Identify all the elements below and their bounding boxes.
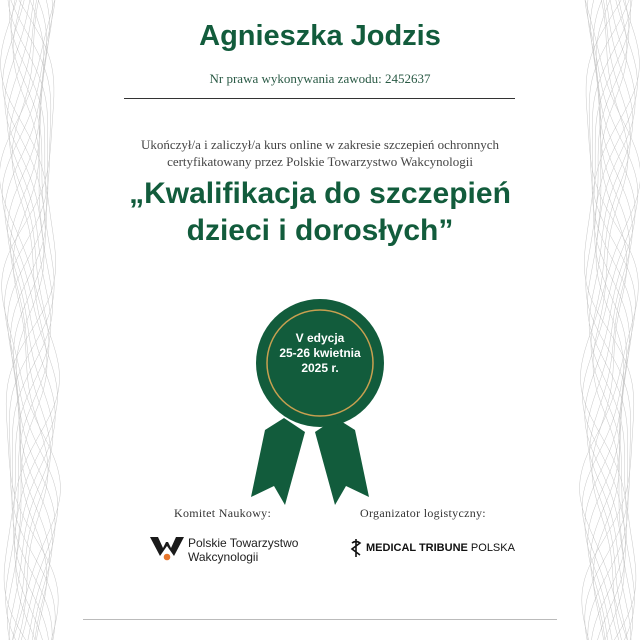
ptw-logo <box>150 534 298 564</box>
medical-tribune-logo-icon <box>350 538 362 558</box>
course-title-line-2: dzieci i dorosłych” <box>186 214 454 247</box>
medical-tribune-logo <box>350 538 515 558</box>
course-title-line-1: „Kwalifikacja do szczepień <box>129 177 511 210</box>
ptw-logo-line-1: Polskie Towarzystwo <box>188 536 299 550</box>
ptw-logo-icon <box>150 534 184 562</box>
badge-dates: 25-26 kwietnia <box>279 346 361 360</box>
ribbon-left <box>251 418 305 505</box>
badge-edition: V edycja <box>295 331 345 345</box>
bottom-divider <box>83 619 557 620</box>
badge-year: 2025 r. <box>301 361 339 375</box>
badge-text <box>255 331 385 376</box>
ptw-logo-text <box>188 536 298 564</box>
medical-tribune-logo-text <box>366 542 515 554</box>
recipient-name: Agnieszka Jodzis <box>199 20 441 52</box>
description-line-2: certyfikatowany przez Polskie Towarzystwo Wakcynologii <box>167 154 473 169</box>
license-number: Nr prawa wykonywania zawodu: 2452637 <box>209 71 431 86</box>
ptw-logo-line-2: Wakcynologii <box>188 550 259 564</box>
ribbon-right <box>315 418 369 505</box>
description-line-1: Ukończył/a i zaliczył/a kurs online w zakresie szczepień ochronnych <box>140 137 500 152</box>
scientific-committee-label: Komitet Naukowy: <box>174 506 272 520</box>
medical-tribune-logo-bold: MEDICAL TRIBUNE <box>366 542 468 554</box>
medical-tribune-logo-light: POLSKA <box>470 542 515 554</box>
organizer-label: Organizator logistyczny: <box>360 506 486 520</box>
